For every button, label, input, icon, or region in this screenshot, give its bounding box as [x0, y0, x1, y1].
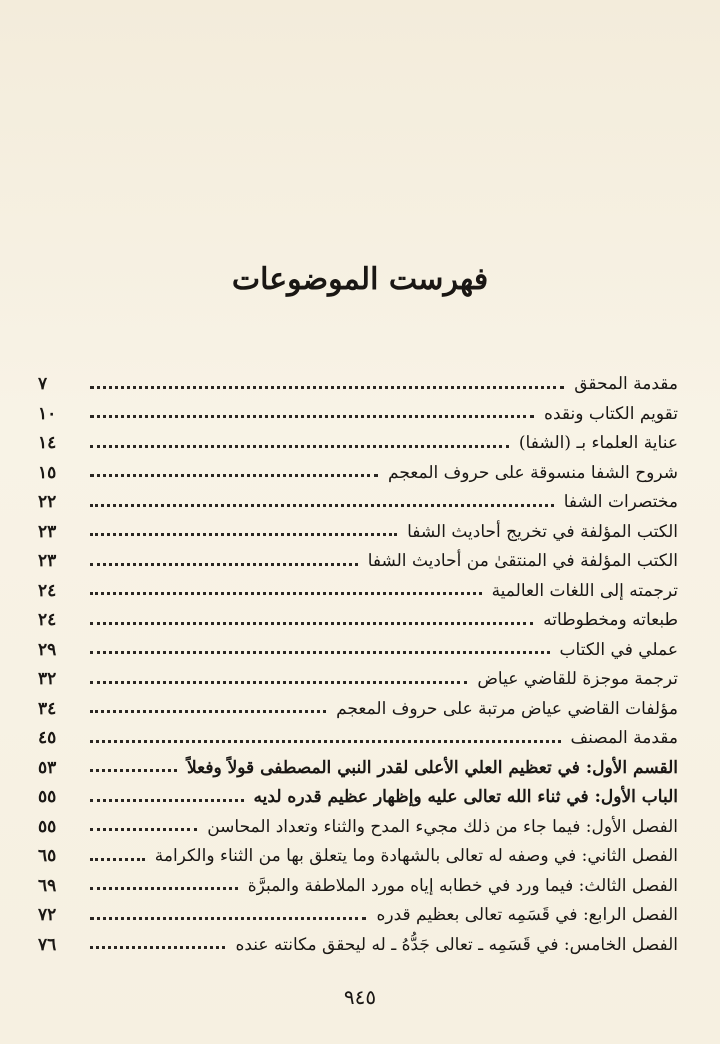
- toc-entry-page: ٦٥: [38, 846, 57, 867]
- toc-entry-title: الفصل الثالث: فيما ورد في خطابه إياه مورد الملاطفة والمبرَّة: [247, 875, 678, 896]
- toc-entry-title: عناية العلماء بـ (الشفا): [518, 433, 678, 454]
- toc-entry-page: ٢٣: [38, 521, 57, 542]
- toc-entry-page: ٥٥: [38, 816, 57, 837]
- toc-entry: [38, 690, 678, 720]
- toc-entry-text: في تعظيم العلي الأعلى لقدر النبي المصطفى قولاً وفعلاً: [186, 757, 586, 778]
- toc-leader-dots: [90, 681, 467, 684]
- toc-entry: [38, 395, 678, 425]
- toc-entry-title: الكتب المؤلفة في تخريج أحاديث الشفا: [407, 521, 678, 542]
- table-of-contents: [38, 365, 678, 955]
- toc-entry: [38, 454, 678, 484]
- toc-entry-title: تقويم الكتاب ونقده: [544, 403, 678, 424]
- toc-entry: [38, 424, 678, 454]
- toc-entry-page: ٦٩: [38, 875, 57, 896]
- toc-leader-dots: [90, 415, 534, 418]
- toc-entry: [38, 778, 678, 808]
- toc-entry-page: ٧: [38, 374, 48, 395]
- toc-entry-page: ٧٦: [38, 934, 57, 955]
- toc-leader-dots: [90, 592, 482, 595]
- toc-leader-dots: [90, 563, 358, 566]
- toc-entry: [38, 483, 678, 513]
- toc-entry-page: ١٠: [38, 403, 57, 424]
- toc-entry-title: مقدمة المصنف: [570, 728, 678, 749]
- toc-entry: [38, 631, 678, 661]
- toc-leader-dots: [90, 828, 197, 831]
- page-number: ٩٤٥: [343, 985, 377, 1009]
- toc-entry-page: ٥٥: [38, 787, 57, 808]
- toc-entry: [38, 867, 678, 897]
- toc-leader-dots: [90, 386, 564, 389]
- toc-entry-title: مقدمة المحقق: [574, 374, 678, 395]
- toc-entry-title: الفصل الخامس: في قَسَمِه ـ تعالى جَدُّهُ ـ له ليحقق مكانته عنده: [235, 934, 678, 955]
- toc-leader-dots: [90, 769, 177, 772]
- toc-entry-page: ٢٣: [38, 551, 57, 572]
- toc-entry-title: [248, 787, 678, 807]
- toc-entry: [38, 572, 678, 602]
- toc-entry-page: ٧٢: [38, 905, 57, 926]
- page-title: فهرست الموضوعات: [231, 262, 489, 297]
- toc-leader-dots: [90, 651, 550, 654]
- toc-leader-dots: [90, 622, 533, 625]
- toc-entry: [38, 660, 678, 690]
- toc-entry: [38, 719, 678, 749]
- toc-leader-dots: [90, 445, 509, 448]
- toc-entry-lead: الباب الأول:: [594, 787, 678, 808]
- toc-entry-title: الكتب المؤلفة في المنتقىٰ من أحاديث الشفا: [367, 551, 678, 572]
- toc-entry-page: ٤٥: [38, 728, 57, 749]
- toc-entry-title: [181, 758, 678, 778]
- toc-entry: [38, 601, 678, 631]
- toc-leader-dots: [90, 710, 326, 713]
- toc-leader-dots: [90, 917, 366, 920]
- toc-entry: [38, 808, 678, 838]
- toc-entry-title: الفصل الثاني: في وصفه له تعالى بالشهادة وما يتعلق بها من الثناء والكرامة: [154, 846, 678, 867]
- toc-entry-title: طبعاته ومخطوطاته: [543, 610, 678, 631]
- toc-entry: [38, 749, 678, 779]
- toc-entry-title: ترجمة موجزة للقاضي عياض: [477, 669, 678, 690]
- toc-leader-dots: [90, 474, 378, 477]
- toc-entry-title: الفصل الرابع: في قَسَمِه تعالى بعظيم قدره: [376, 905, 678, 926]
- toc-entry-title: شروح الشفا منسوقة على حروف المعجم: [388, 462, 678, 483]
- toc-entry-lead: القسم الأول:: [585, 757, 678, 778]
- toc-entry: [38, 896, 678, 926]
- toc-entry-page: ٣٢: [38, 669, 57, 690]
- toc-entry-page: ٥٣: [38, 757, 57, 778]
- toc-entry-title: عملي في الكتاب: [559, 639, 678, 660]
- toc-leader-dots: [90, 946, 225, 949]
- toc-entry-text: في ثناء الله تعالى عليه وإظهار عظيم قدره لديه: [253, 787, 595, 808]
- toc-entry: [38, 542, 678, 572]
- toc-entry: [38, 365, 678, 395]
- toc-leader-dots: [90, 740, 561, 743]
- toc-entry-title: ترجمته إلى اللغات العالمية: [491, 580, 678, 601]
- toc-leader-dots: [90, 504, 554, 507]
- toc-entry-page: ٢٤: [38, 580, 57, 601]
- toc-leader-dots: [90, 887, 238, 890]
- toc-entry-page: ٣٤: [38, 698, 57, 719]
- toc-entry-page: ٢٩: [38, 639, 57, 660]
- toc-entry: [38, 926, 678, 956]
- toc-entry-title: مختصرات الشفا: [563, 492, 678, 513]
- toc-entry-page: ٢٤: [38, 610, 57, 631]
- toc-leader-dots: [90, 858, 145, 861]
- toc-entry-title: مؤلفات القاضي عياض مرتبة على حروف المعجم: [336, 698, 678, 719]
- toc-entry-page: ٢٢: [38, 492, 57, 513]
- toc-leader-dots: [90, 533, 397, 536]
- toc-entry-title: الفصل الأول: فيما جاء من ذلك مجيء المدح والثناء وتعداد المحاسن: [207, 816, 678, 837]
- toc-entry-page: ١٤: [38, 433, 57, 454]
- toc-leader-dots: [90, 799, 244, 802]
- toc-entry: [38, 513, 678, 543]
- toc-entry-page: ١٥: [38, 462, 57, 483]
- toc-entry: [38, 837, 678, 867]
